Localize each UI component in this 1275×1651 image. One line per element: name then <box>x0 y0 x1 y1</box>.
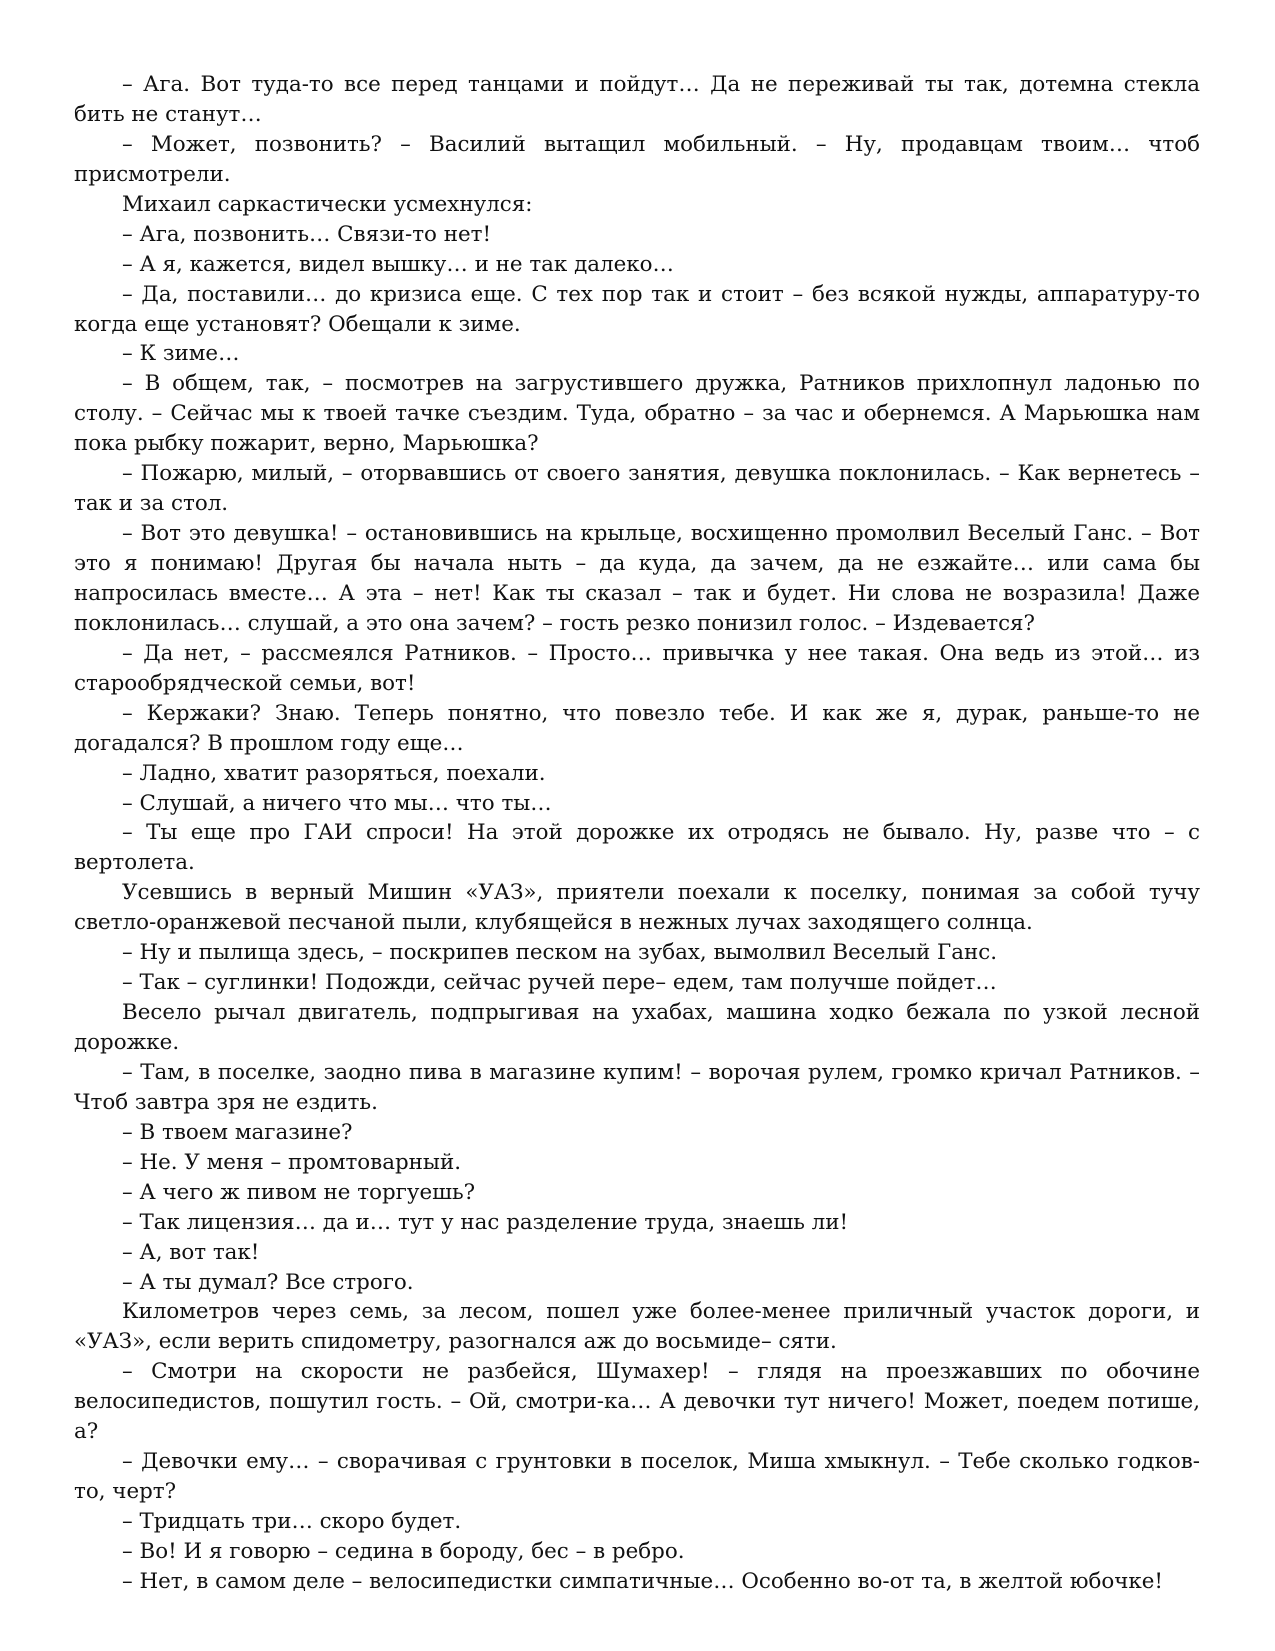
paragraph: – А я, кажется, видел вышку… и не так далеко… <box>122 251 674 277</box>
paragraph: – Да нет, – рассмеялся Ратников. – Просто… привычка у нее такая. Она ведь из этой… из старообрядческой семьи, вот! <box>74 640 1200 696</box>
paragraph: – Ты еще про ГАИ спроси! На этой дорожке их отродясь не бывало. Ну, разве что – с вертолета. <box>74 820 1200 876</box>
paragraph: – Так – суглинки! Подожди, сейчас ручей пере– едем, там получше пойдет… <box>122 970 997 996</box>
paragraph: Усевшись в верный Мишин «УАЗ», приятели поехали к поселку, понимая за собой тучу светло-оранжевой песчаной пыли, клубящейся в нежных лучах заходящего солнца. <box>74 880 1200 936</box>
paragraph: – Ага, позвонить… Связи-то нет! <box>122 221 492 247</box>
paragraph: – А чего ж пивом не торгуешь? <box>122 1179 476 1205</box>
paragraph: – Не. У меня – промтоварный. <box>122 1149 462 1175</box>
paragraph: – В твоем магазине? <box>122 1119 353 1145</box>
paragraph: – Вот это девушка! – остановившись на крыльце, восхищенно промолвил Веселый Ганс. – Вот это я понимаю! Другая бы начала ныть – да куда, да зачем, да не езжайте… или сама бы напросилась вместе… А эта – нет! Как ты сказал – так и будет. Ни слова не возразила! Даже поклонилась… слушай, а это она зачем? – гость резко понизил голос. – Издевается? <box>74 521 1200 636</box>
paragraph: Километров через семь, за лесом, пошел уже более-менее приличный участок дороги, и «УАЗ», если верить спидометру, разогнался аж до восьмиде– сяти. <box>74 1299 1200 1355</box>
paragraph: – Ага. Вот туда-то все перед танцами и пойдут… Да не переживай ты так, дотемна стекла бить не станут… <box>74 72 1200 127</box>
paragraph: – Во! И я говорю – седина в бороду, бес – в ребро. <box>122 1538 685 1564</box>
paragraph: – Ну и пылища здесь, – поскрипев песком на зубах, вымолвил Веселый Ганс. <box>122 940 998 966</box>
paragraph: – Может, позвонить? – Василий вытащил мобильный. – Ну, продавцам твоим… чтоб присмотрели. <box>74 131 1200 187</box>
paragraph: – А, вот так! <box>122 1239 260 1265</box>
paragraph: – Девочки ему… – сворачивая с грунтовки в поселок, Миша хмыкнул. – Тебе сколько годков-то, черт? <box>74 1449 1200 1505</box>
paragraph: – Пожарю, милый, – оторвавшись от своего занятия, девушка поклонилась. – Как вернетесь – так и за стол. <box>74 461 1200 517</box>
paragraph: – Там, в поселке, заодно пива в магазине купим! – ворочая рулем, громко кричал Ратников. – Чтоб завтра зря не ездить. <box>74 1059 1200 1115</box>
paragraph: – Слушай, а ничего что мы… что ты… <box>122 790 552 816</box>
paragraph: – Смотри на скорости не разбейся, Шумахер! – глядя на проезжавших по обочине велосипедистов, пошутил гость. – Ой, смотри-ка… А девочки тут ничего! Может, поедем потише, а? <box>74 1359 1200 1445</box>
paragraph: – Нет, в самом деле – велосипедистки симпатичные… Особенно во-от та, в желтой юбочке! <box>122 1568 1164 1594</box>
paragraph: – Так лицензия… да и… тут у нас разделение труда, знаешь ли! <box>122 1209 849 1235</box>
paragraph: – Тридцать три… скоро будет. <box>122 1509 462 1534</box>
paragraph: – К зиме… <box>122 341 240 367</box>
paragraph: – Ладно, хватит разоряться, поехали. <box>122 760 546 786</box>
paragraph: Весело рычал двигатель, подпрыгивая на ухабах, машина ходко бежала по узкой лесной дорожке. <box>74 1000 1200 1055</box>
paragraph: – А ты думал? Все строго. <box>122 1269 414 1295</box>
paragraph: – Да, поставили… до кризиса еще. С тех пор так и стоит – без всякой нужды, аппаратуру-то когда еще установят? Обещали к зиме. <box>74 281 1200 337</box>
paragraph: Михаил саркастически усмехнулся: <box>122 191 533 217</box>
paragraph: – Кержаки? Знаю. Теперь понятно, что повезло тебе. И как же я, дурак, раньше-то не догадался? В прошлом году еще… <box>74 700 1200 756</box>
document-page <box>74 70 1200 1597</box>
paragraph: – В общем, так, – посмотрев на загрустившего дружка, Ратников прихлопнул ладонью по столу. – Сейчас мы к твоей тачке съездим. Туда, обратно – за час и обернемся. А Марьюшка нам пока рыбку пожарит, верно, Марьюшка? <box>74 371 1200 457</box>
